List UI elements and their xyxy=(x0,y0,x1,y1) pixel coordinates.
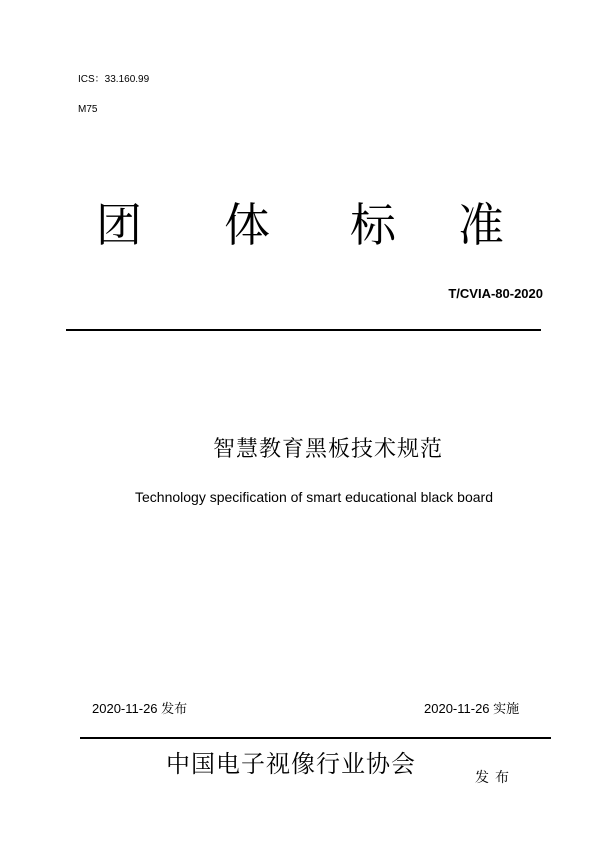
header-divider xyxy=(66,329,541,331)
publish-date: 2020-11-26 发布 xyxy=(92,701,188,716)
ics-code: ICS：33.160.99 xyxy=(78,74,150,85)
standard-type-char-2: 体 xyxy=(224,198,270,252)
standard-code: T/CVIA-80-2020 xyxy=(448,286,543,301)
title-chinese: 智慧教育黑板技术规范 xyxy=(212,437,443,462)
standard-type-char-3: 标 xyxy=(350,198,396,252)
issuing-organization: 中国电子视像行业协会 xyxy=(166,750,416,778)
standard-type-char-1: 团 xyxy=(96,198,142,252)
ccs-code: M75 xyxy=(78,104,98,115)
standard-type-char-4: 准 xyxy=(458,198,504,252)
footer-divider xyxy=(80,737,551,739)
title-english: Technology specification of smart educational black board xyxy=(135,489,493,505)
implement-date: 2020-11-26 实施 xyxy=(424,701,520,716)
issue-label: 发布 xyxy=(475,770,515,786)
